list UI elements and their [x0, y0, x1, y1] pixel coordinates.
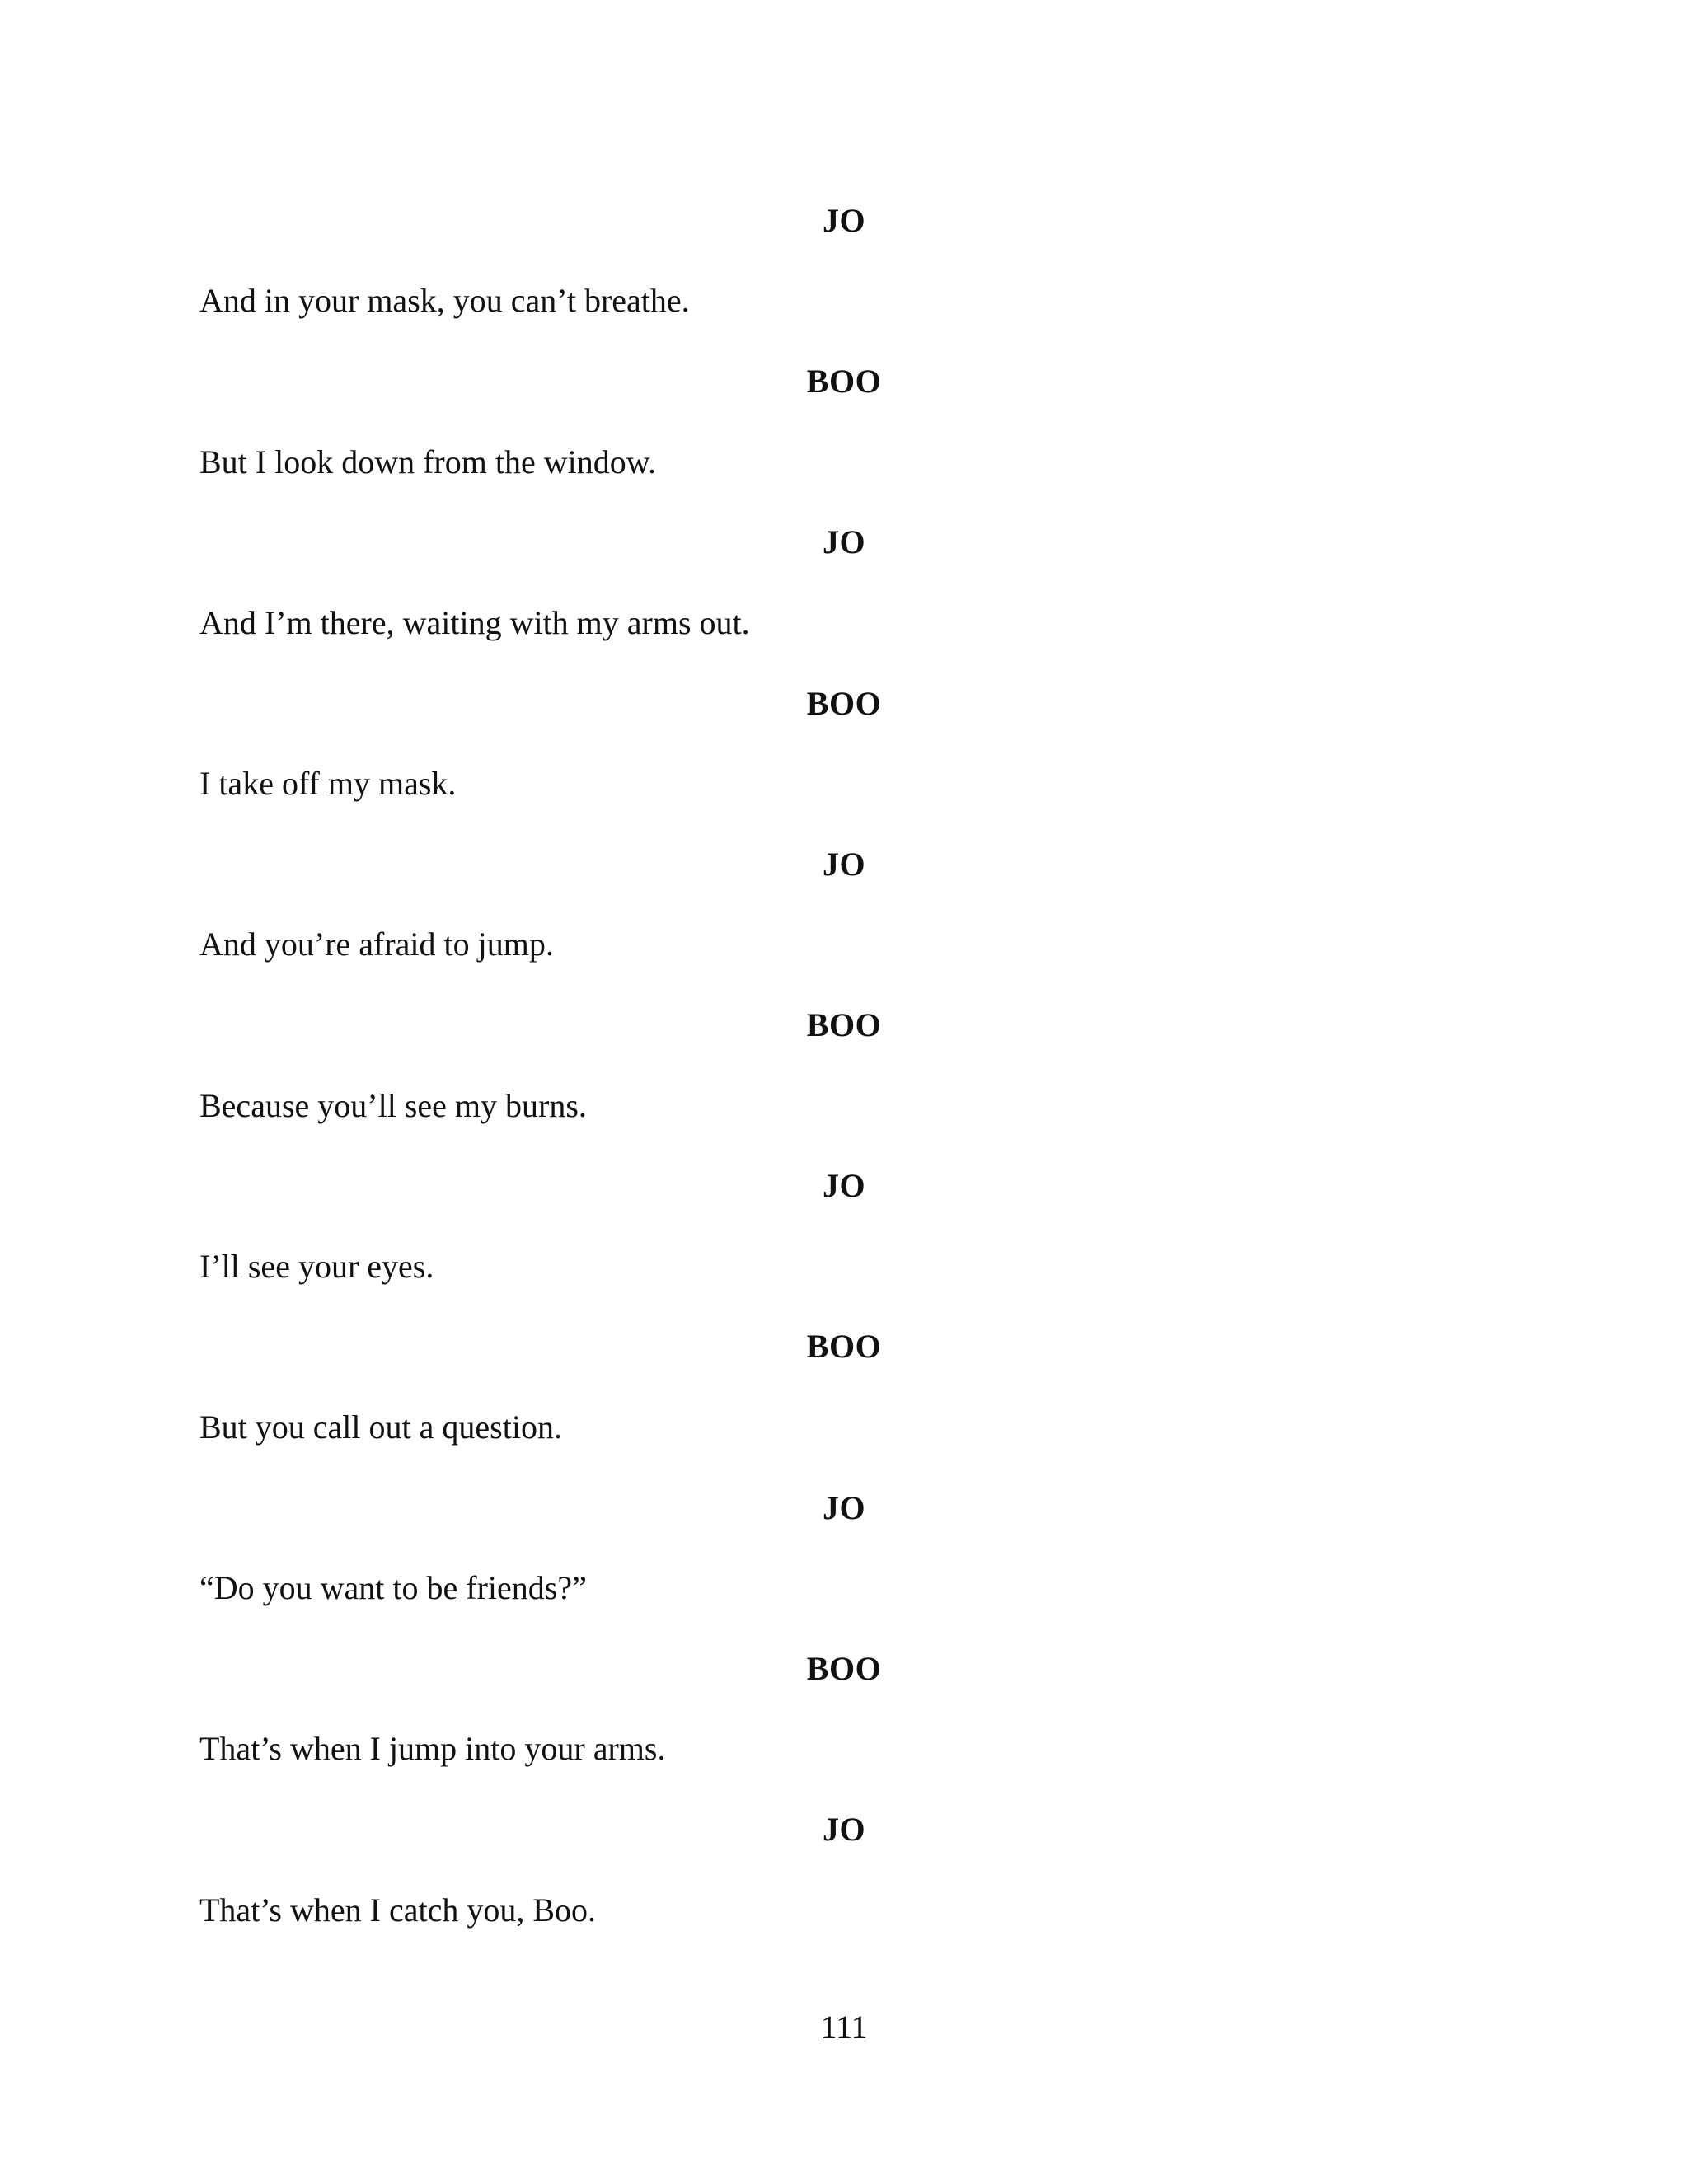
speaker-name: JO [822, 1489, 866, 1526]
dialogue-line: And in your mask, you can’t breathe. [199, 282, 690, 319]
speaker-name: BOO [806, 685, 882, 722]
dialogue-line: “Do you want to be friends?” [199, 1569, 587, 1606]
dialogue-line: And I’m there, waiting with my arms out. [199, 604, 750, 641]
speaker-name: BOO [806, 1006, 882, 1043]
dialogue-line: But you call out a question. [199, 1408, 562, 1446]
dialogue-line: And you’re afraid to jump. [199, 926, 554, 963]
speaker-name: BOO [806, 1650, 882, 1687]
dialogue-line: I’ll see your eyes. [199, 1248, 434, 1285]
dialogue-line: That’s when I jump into your arms. [199, 1730, 666, 1767]
dialogue-line: That’s when I catch you, Boo. [199, 1891, 596, 1929]
dialogue-line: Because you’ll see my burns. [199, 1087, 587, 1124]
speaker-name: JO [822, 846, 866, 883]
speaker-name: BOO [806, 363, 882, 400]
speaker-name: BOO [806, 1328, 882, 1365]
speaker-name: JO [822, 202, 866, 239]
speaker-name: JO [822, 523, 866, 560]
dialogue-line: But I look down from the window. [199, 443, 657, 480]
dialogue-line: I take off my mask. [199, 765, 457, 802]
speaker-name: JO [822, 1167, 866, 1204]
speaker-name: JO [822, 1811, 866, 1848]
page-number: 111 [820, 2008, 868, 2046]
